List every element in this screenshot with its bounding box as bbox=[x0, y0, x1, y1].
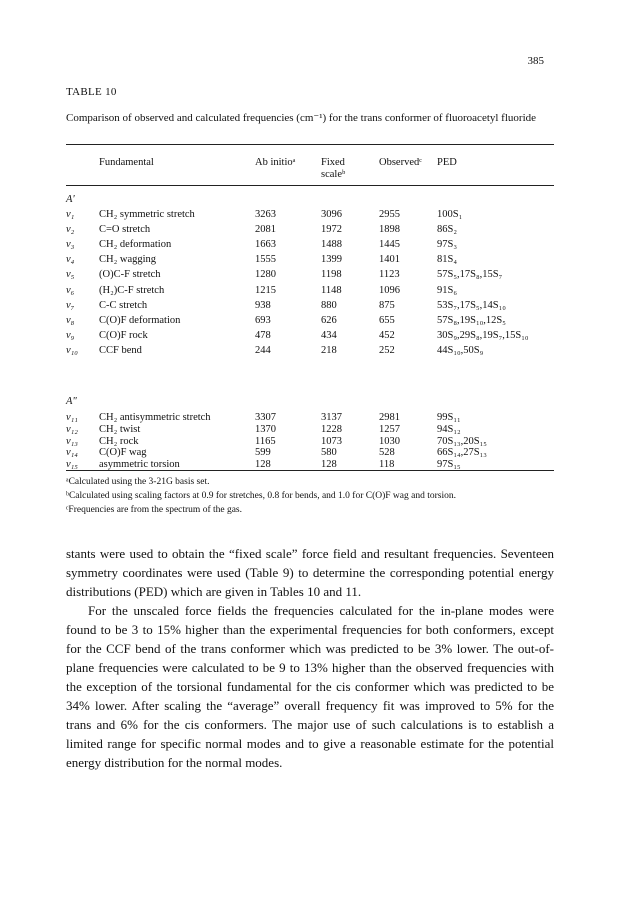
cell-ped: 57S₈,19S₁₀,12S₅ bbox=[437, 314, 506, 326]
cell-mode: ν₁ bbox=[66, 209, 75, 220]
cell-observed: 875 bbox=[379, 299, 395, 311]
table-label: TABLE 10 bbox=[66, 86, 117, 98]
cell-fixed-scale: 1073 bbox=[321, 435, 342, 447]
cell-fixed-scale: 1148 bbox=[321, 284, 342, 296]
cell-description: (O)C-F stretch bbox=[99, 269, 161, 281]
cell-ped: 30S₉,29S₈,19S₇,15S₁₀ bbox=[437, 329, 529, 341]
cell-ab-initio: 1215 bbox=[255, 284, 276, 296]
cell-ab-initio: 128 bbox=[255, 459, 271, 471]
cell-ab-initio: 1165 bbox=[255, 435, 276, 447]
table-row bbox=[66, 447, 554, 459]
cell-ab-initio: 1663 bbox=[255, 239, 276, 251]
cell-description: CH₂ deformation bbox=[99, 239, 172, 251]
cell-mode: ν₈ bbox=[66, 314, 75, 326]
cell-observed: 252 bbox=[379, 344, 395, 356]
footnote-a: ᵃCalculated using the 3-21G basis set. bbox=[66, 477, 210, 487]
footnote-b: ᵇCalculated using scaling factors at 0.9 for stretches, 0.8 for bends, and 1.0 for C(O)F wag and torsion. bbox=[66, 491, 456, 501]
cell-observed: 1898 bbox=[379, 224, 400, 236]
cell-mode: ν₉ bbox=[66, 329, 75, 341]
cell-observed: 1445 bbox=[379, 239, 400, 251]
cell-fixed-scale: 218 bbox=[321, 344, 337, 356]
cell-fixed-scale: 1198 bbox=[321, 269, 342, 281]
table-row bbox=[66, 412, 554, 424]
header-fixed-line1: Fixed bbox=[321, 157, 345, 168]
cell-description: CH₂ symmetric stretch bbox=[99, 209, 195, 220]
cell-fixed-scale: 1228 bbox=[321, 423, 342, 435]
cell-ab-initio: 244 bbox=[255, 344, 271, 356]
cell-description: CH₂ twist bbox=[99, 423, 141, 435]
cell-mode: ν₇ bbox=[66, 299, 75, 311]
cell-fixed-scale: 128 bbox=[321, 459, 337, 471]
cell-mode: ν₄ bbox=[66, 254, 75, 266]
cell-mode: ν₁₄ bbox=[66, 447, 78, 459]
cell-ped: 44S₁₀,50S₉ bbox=[437, 344, 484, 356]
cell-ab-initio: 1370 bbox=[255, 423, 276, 435]
cell-fixed-scale: 1972 bbox=[321, 224, 342, 236]
cell-observed: 1030 bbox=[379, 435, 400, 447]
cell-observed: 1401 bbox=[379, 254, 400, 266]
cell-mode: ν₁₀ bbox=[66, 344, 78, 356]
cell-fixed-scale: 580 bbox=[321, 447, 337, 459]
table-row bbox=[66, 315, 554, 327]
page-number: 385 bbox=[527, 55, 544, 67]
cell-observed: 655 bbox=[379, 314, 395, 326]
table-row bbox=[66, 345, 554, 357]
cell-ped: 91S₆ bbox=[437, 284, 458, 296]
cell-observed: 528 bbox=[379, 447, 395, 459]
cell-ped: 100S₁ bbox=[437, 209, 463, 220]
cell-fixed-scale: 880 bbox=[321, 299, 337, 311]
header-fundamental: Fundamental bbox=[99, 157, 154, 168]
cell-observed: 118 bbox=[379, 459, 395, 471]
table-bottom-rule bbox=[66, 470, 554, 471]
header-observed: Observedᶜ bbox=[379, 157, 422, 168]
cell-fixed-scale: 1399 bbox=[321, 254, 342, 266]
cell-ped: 99S₁₁ bbox=[437, 412, 461, 423]
table-header-rule bbox=[66, 185, 554, 186]
section-label-a-prime: A' bbox=[66, 194, 75, 205]
cell-fixed-scale: 1488 bbox=[321, 239, 342, 251]
body-paragraph-2: For the unscaled force fields the frequencies calculated for the in-plane modes were found to be 3 to 15% higher than the experimental frequencies for both conformers, except for the CCF bend of the trans conformer which was predicted to be 3% lower. The out-of-plane frequencies were calculated to be 9 to 13% higher than the observed frequencies with the exception of the torsional fundamental for the cis conformer which was predicted to be 34% lower. After scaling the “average” overall frequency fit was improved to 5% for the trans and 6% for the cis conformers. The major use of such calculations is to establish a limited range for specific normal modes and to give a reasonable estimate for the potential energy distribution for the normal modes. bbox=[66, 603, 554, 770]
cell-observed: 452 bbox=[379, 329, 395, 341]
cell-ab-initio: 1280 bbox=[255, 269, 276, 281]
header-ped: PED bbox=[437, 157, 457, 168]
cell-mode: ν₂ bbox=[66, 224, 75, 236]
table-row bbox=[66, 254, 554, 266]
header-ab-initio: Ab initioᵃ bbox=[255, 157, 296, 168]
cell-description: C(O)F wag bbox=[99, 447, 147, 459]
cell-description: asymmetric torsion bbox=[99, 459, 180, 471]
cell-ab-initio: 1555 bbox=[255, 254, 276, 266]
section-label-a-double-prime: A" bbox=[66, 396, 77, 407]
cell-description: C-C stretch bbox=[99, 299, 148, 311]
cell-mode: ν₅ bbox=[66, 269, 75, 281]
header-fixed-scale bbox=[321, 157, 345, 181]
table-row bbox=[66, 285, 554, 297]
cell-ped: 70S₁₃,20S₁₅ bbox=[437, 435, 487, 447]
cell-observed: 2981 bbox=[379, 412, 400, 423]
table-row bbox=[66, 209, 554, 221]
cell-ped: 86S₂ bbox=[437, 224, 458, 236]
cell-ab-initio: 599 bbox=[255, 447, 271, 459]
cell-description: C(O)F deformation bbox=[99, 314, 181, 326]
cell-ab-initio: 2081 bbox=[255, 224, 276, 236]
table-footnotes bbox=[66, 476, 554, 518]
cell-ped: 94S₁₂ bbox=[437, 423, 461, 435]
cell-ped: 57S₅,17S₈,15S₇ bbox=[437, 269, 503, 281]
cell-mode: ν₁₂ bbox=[66, 423, 78, 435]
cell-description: CH₂ wagging bbox=[99, 254, 157, 266]
cell-ab-initio: 3263 bbox=[255, 209, 276, 220]
cell-description: CCF bend bbox=[99, 344, 142, 356]
cell-mode: ν₆ bbox=[66, 284, 75, 296]
cell-ped: 53S₇,17S₅,14S₁₀ bbox=[437, 299, 506, 311]
table-row bbox=[66, 330, 554, 342]
cell-ped: 97S₁₅ bbox=[437, 459, 461, 471]
table-top-rule bbox=[66, 144, 554, 145]
cell-mode: ν₁₁ bbox=[66, 412, 78, 423]
cell-mode: ν₁₅ bbox=[66, 459, 78, 471]
table-row bbox=[66, 424, 554, 436]
cell-description: CH₂ antisymmetric stretch bbox=[99, 412, 211, 423]
body-paragraph-1: stants were used to obtain the “fixed scale” force field and resultant frequencies. Seventeen symmetry coordinates were used (Table 9) to determine the corresponding potential energy distributions (PED) which are given in Tables 10 and 11. bbox=[66, 546, 554, 599]
table-row bbox=[66, 300, 554, 312]
table-row bbox=[66, 269, 554, 281]
cell-observed: 1257 bbox=[379, 423, 400, 435]
table-row bbox=[66, 239, 554, 251]
cell-ped: 66S₁₄,27S₁₃ bbox=[437, 447, 487, 459]
cell-observed: 1096 bbox=[379, 284, 400, 296]
body-text bbox=[66, 544, 554, 772]
cell-description: C=O stretch bbox=[99, 224, 151, 236]
cell-description: C(O)F rock bbox=[99, 329, 148, 341]
cell-ab-initio: 3307 bbox=[255, 412, 276, 423]
cell-mode: ν₃ bbox=[66, 239, 75, 251]
table-row bbox=[66, 436, 554, 448]
cell-observed: 1123 bbox=[379, 269, 400, 281]
cell-fixed-scale: 434 bbox=[321, 329, 337, 341]
cell-ab-initio: 478 bbox=[255, 329, 271, 341]
table-row bbox=[66, 224, 554, 236]
header-fixed-line2: scaleᵇ bbox=[321, 169, 346, 180]
cell-observed: 2955 bbox=[379, 209, 400, 220]
cell-description: (H₂)C-F stretch bbox=[99, 284, 165, 296]
cell-description: CH₂ rock bbox=[99, 435, 139, 447]
cell-fixed-scale: 3096 bbox=[321, 209, 342, 220]
cell-ped: 97S₃ bbox=[437, 239, 458, 251]
cell-ab-initio: 938 bbox=[255, 299, 271, 311]
cell-fixed-scale: 626 bbox=[321, 314, 337, 326]
footnote-c: ᶜFrequencies are from the spectrum of the gas. bbox=[66, 505, 243, 515]
cell-ped: 81S₄ bbox=[437, 254, 458, 266]
cell-fixed-scale: 3137 bbox=[321, 412, 342, 423]
table-caption: Comparison of observed and calculated frequencies (cm⁻¹) for the trans conformer of fluoroacetyl fluoride bbox=[66, 112, 537, 124]
cell-ab-initio: 693 bbox=[255, 314, 271, 326]
cell-mode: ν₁₃ bbox=[66, 435, 78, 447]
